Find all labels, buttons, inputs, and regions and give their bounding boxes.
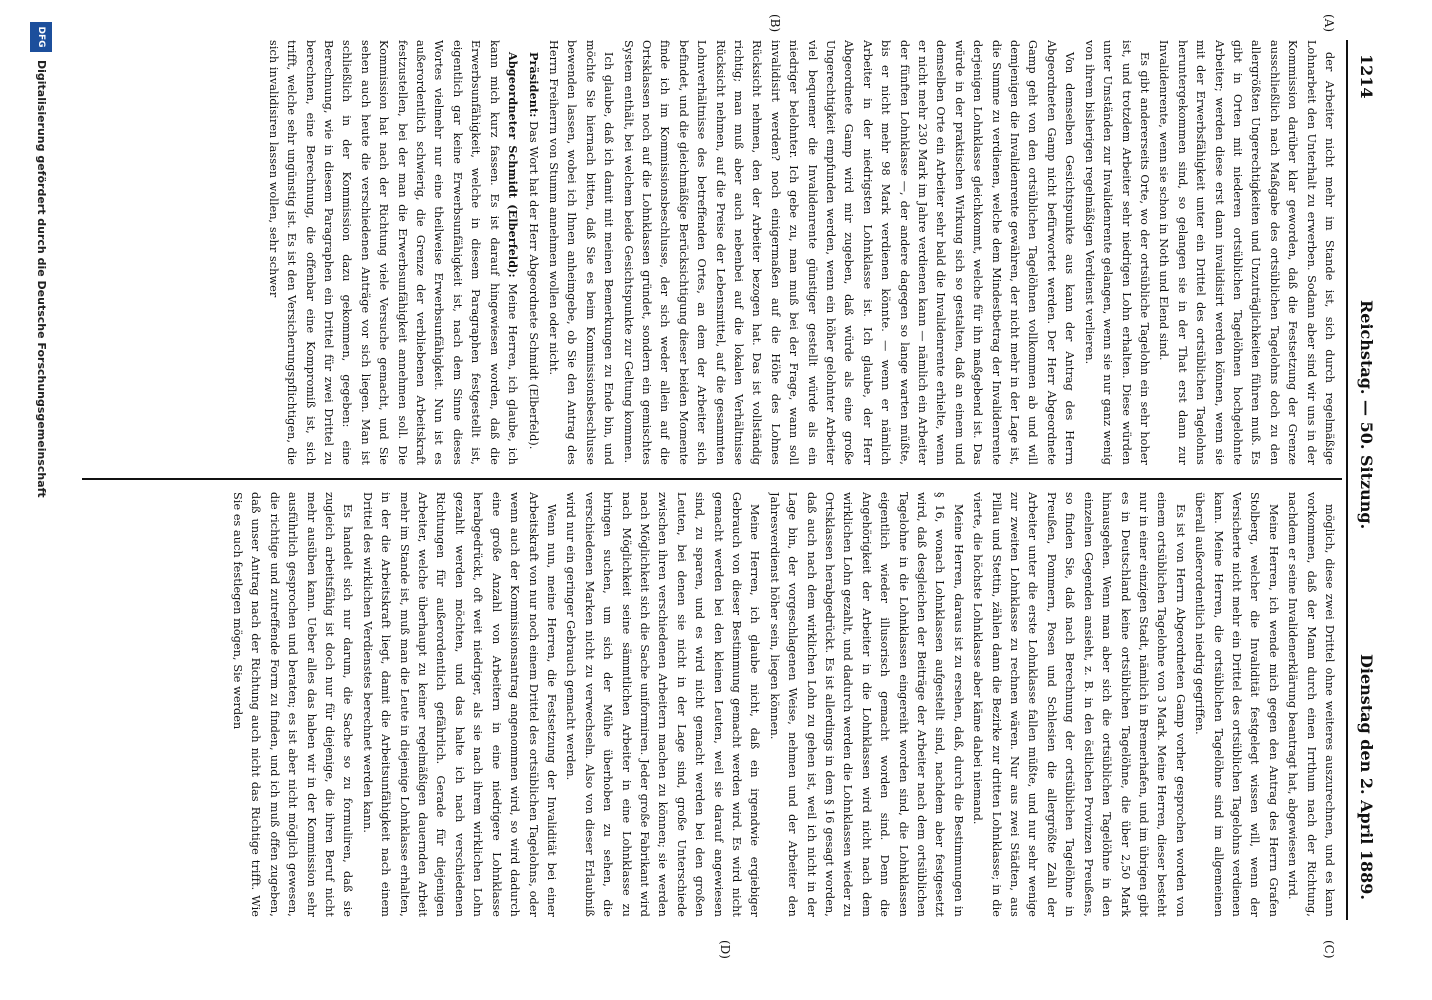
margin-marker-d: (D)	[718, 940, 732, 959]
paragraph	[1190, 492, 1282, 917]
paragraph-text: Es gibt andererseits Orte, wo der ortsübliche Tagelohn ein sehr hoher ist, und trotzdem Arbeiter sehr niedrigen Lohn erhalten. Diese würden unter Umständen zur Invalidenrente gelangen, wenn sie nur ganz wenig von ihrem bisherigen regelmäßigen Verdienst verlieren.	[1082, 40, 1151, 465]
speaker-name: Präsident:	[526, 52, 541, 118]
paragraph	[523, 40, 542, 465]
margin-marker-a: (A)	[1322, 14, 1336, 33]
margin-marker-b: (B)	[768, 14, 782, 33]
paragraph	[618, 40, 1078, 465]
paragraph-text: Von demselben Gesichtspunkte aus kann der Antrag des Herrn Abgeordneten Gamp nicht befürwortet werden. Der Herr Abgeordnete Gamp geht von den ortsüblichen Tagelöhnen vollkommen ab und will demjenigen die Invalidenrente gewähren, der nicht mehr in der Lage ist, die Summe zu verdienen, welche dem Mindestbetrag der Invalidenrente derjenigen Lohnklasse gleichkommt, welche für ihn maßgebend ist. Das würde in der praktischen Wirkung sich so gestalten, daß an einem und demselben Orte ein Arbeiter sehr bald die Invalidenrente erhielte, wenn er nicht mehr 230 Mark im Jahre verdienen kann — nämlich ein Arbeiter der fünften Lohnklasse —, der andere dagegen so lange warten müßte, bis er nicht mehr 98 Mark verdienen könnte. — wenn er nämlich Arbeiter in der niedrigsten Lohnklasse ist. Ich glaube, der Herr Abgeordnete Gamp wird mir zugeben, daß würde als eine große Ungerechtigkeit empfunden werden, wenn ein höher gelohnter Arbeiter viel bequemer die Invalidenrente günstiger gestellt würde als ein niedriger belohnter. Ich gebe zu, man muß bei der Frage, wann soll invalidisirt werden? noch einigermaßen auf die Höhe des Lohnes Rücksicht nehmen, den der Arbeiter bezogen hat. Das ist vollständig richtig; man muß aber auch nebenbei auf die lokalen Verhältnisse Rücksicht nehmen, auf die Preise der Lebensmittel, auf die gesammten Lohnverhältnisse des betreffenden Ortes, an dem der Arbeiter sich befindet, und die gleichmäßige Berücksichtigung dieser beiden Momente finde ich im Kommissionsbeschlusse, der sich weder allein auf die Ortsklassen noch auf die Lohnklassen gründet, sondern ein gemischtes System enthält, bei welchem beide Gesichtspunkte zur Geltung kommen.	[621, 40, 1077, 465]
page-title: Reichstag. — 50. Sitzung.	[1357, 300, 1376, 530]
funding-note: Digitalisierung gefördert durch die Deutsche Forschungsgemeinschaft	[35, 60, 48, 498]
paragraph-text: Das Wort hat der Herr Abgeordnete Schmidt (Elberfeld).	[526, 121, 540, 450]
paragraph	[357, 492, 559, 917]
paragraph	[968, 492, 1189, 917]
paragraph	[1079, 40, 1153, 465]
paragraph	[764, 492, 966, 917]
margin-marker-c: (C)	[1322, 940, 1336, 959]
column-divider	[82, 478, 1342, 480]
page-number: 1214	[1357, 54, 1376, 99]
paragraph-text: Meine Herren, ich wende mich gegen den Antrag des Herrn Grafen Stolberg, welcher die Invalidität festgelegt wissen will, wenn der Versicherte nicht mehr ein Drittel des ortsüblichen Tagelohns verdienen kann. Meine Herren, die ortsüblichen Tagelöhne sind im allgemeinen überall außerordentlich niedrig gegriffen.	[1193, 492, 1280, 917]
paragraph	[544, 40, 618, 465]
paragraph	[1283, 492, 1338, 917]
paragraph-text: Ich glaube, daß ich damit mit meinen Bemerkungen zu Ende bin, und möchte Sie hiernach bitten, daß Sie es beim Kommissionsbeschlusse bewenden lassen, wobei ich Ihnen anheimgebe, ob Sie den Antrag des Herrn Freiherrn von Stumm annehmen wollen oder nicht.	[546, 40, 616, 465]
page-header	[1346, 40, 1382, 920]
session-date: Dienstag den 2. April 1889.	[1357, 654, 1376, 900]
paragraph	[263, 40, 522, 465]
paragraph-text: Meine Herren, ich glaube nicht, daß ein irgendwie ergiebiger Gebrauch von dieser Bestimmung gemacht werden wird. Es wird nicht gemacht werden bei den kleinen Leuten, weil sie darauf angewiesen sind, zu sparen, und es wird nicht gemacht werden bei den großen Leuten, bei denen sie nicht in der Lage sind, große Unterschiede zwischen ihren verschiedenen Arbeitern machen zu können; sie werden nach Möglichkeit sich die Sache uniformiren. Jeder große Fabrikant wird nach Möglichkeit seine sämmtlichen Arbeiter in eine Lohnklasse zu bringen suchen, um sich der Mühe überhoben zu sehen, die verschiedenen Marken nicht zu verwechseln. Also von dieser Erlaubniß wird nur ein geringer Gebrauch gemacht werden.	[564, 492, 762, 917]
paragraph-text: möglich, diese zwei Drittel ohne weiteres auszurechnen, und es kann vorkommen, daß der Mann durch einen Irrthum nach der Richtung, nachdem er seine Invalidenerklärung beantragt hat, abgewiesen wird.	[1286, 492, 1336, 917]
paragraph	[561, 492, 763, 917]
paragraph	[228, 492, 357, 917]
paragraph-text: Es ist von Herrn Abgeordneten Gamp vorher gesprochen worden von einem ortsüblichen Tagelohne von 3 Mark. Meine Herren, dieser besteht nur in einer einzigen Stadt, nämlich in Bremerhafen, und im übrigen gibt es in Deutschland keine ortsüblichen Tagelöhne, die über 2,50 Mark hinausgehen. Wenn man aber sich die ortsüblichen Tagelöhne in den einzelnen Gegenden ansieht, z. B. in den östlichen Provinzen Preußens, so finden Sie, daß nach Berechnung der ortsüblichen Tagelöhne in Preußen, Pommern, Posen und Schlesien die allergrößte Zahl der Arbeiter unter die erste Lohnklasse fallen müßte, und nur sehr wenige zur zweiten Lohnklasse zu rechnen wären. Nur aus zwei Städten, aus Pillau und Stettin, zählen dann die Bezirke zur dritten Lohnklasse; in die vierte, die höchste Lohnklasse aber käme dabei niemand.	[971, 492, 1187, 917]
right-column	[98, 492, 1338, 917]
paragraph-text: Wenn nun, meine Herren, die Festsetzung der Invalidität bei einer Arbeitskraft von nur noch einem Drittel des ortsüblichen Tagelohns, oder wenn auch der Kommissionsantrag angenommen wird, so wird dadurch eine große Anzahl von Arbeitern in eine niedrigere Lohnklasse herabgedrückt, oft weit niedriger, als sie nach ihrem wirklichen Lohn gezahlt werden möchten, und das halte ich nach verschiedenen Richtungen für außerordentlich gefährlich. Gerade für diejenigen Arbeiter, welche überhaupt zu keiner regelmäßigen dauernden Arbeit mehr im Stande ist, muß man die Leute in diejenige Lohnklasse erhalten, in der die Arbeitskraft liegt, damit die Arbeitsunfähigkeit nach einem Drittel des wirklichen Verdienstes berechnet werden kann.	[360, 492, 558, 917]
paragraph-text: Es handelt sich nur darum, die Sache so zu formuliren, daß sie zugleich arbeitsfähig ist doch nur für diejenige, die ihren Beruf nicht mehr ausüben kann. Ueber alles das haben wir in der Kommission sehr ausführlich gesprochen und beraten; es ist aber nicht möglich gewesen, die richtige und zutreffende Form zu finden, und ich muß offen zugeben, daß unser Antrag nach der Richtung auch nicht das Richtige trifft. Wie Sie es auch festlegen mögen, Sie werden	[231, 492, 355, 917]
paragraph	[1154, 40, 1338, 465]
dfg-logo: DFG	[30, 22, 52, 52]
paragraph-text: Meine Herren, daraus ist zu ersehen, daß, durch die Bestimmungen in § 16, wonach Lohnklassen aufgestellt sind, nachdem aber festgesetzt wird, daß desgleichen der Beiträge der Arbeiter nach dem ortsüblichen Tagelohne in die Lohnklassen eingereiht worden sind, die Lohnklassen eigentlich wieder illusorisch gemacht worden sind. Denn die Angehörigkeit der Arbeiter in die Lohnklassen wird nicht nach dem wirklichen Lohn gezahlt, und dadurch werden die Lohnklassen wieder zu Ortsklassen herabgedrückt. Es ist allerdings in dem § 16 gesagt worden, daß auch nach dem wirklichen Lohn zu gehen ist, weil ich nicht in der Lage bin, der vorgeschlagenen Weise, nehmen und der Arbeiter den Jahresverdienst höher sein, liegen können.	[767, 492, 965, 917]
left-column	[98, 40, 1338, 465]
page-footer	[20, 20, 60, 980]
paragraph-text: Meine Herren, ich glaube, ich kann mich kurz fassen. Es ist darauf hingewiesen worden, daß die Erwerbsunfähigkeit, welche in diesem Paragraphen festgestellt ist, eigentlich gar keine Erwerbsunfähigkeit ist, nach dem Sinne dieses Wortes vielmehr nur eine theilweise Erwerbsunfähigkeit. Nun ist es außerordentlich schwierig, die Grenze der verbliebenen Arbeitskraft festzustellen, bei der man die Erwerbsunfähigkeit annehmen soll. Die Kommission hat nach der Richtung viele Versuche gemacht, und Sie sehen auch heute die verschiedenen Anträge vor sich liegen. Man ist schließlich in der Kommission dazu gekommen, gegeben: eine Berechnung, wie in diesem Paragraphen ein Drittel für zwei Drittel zu berechnen, eine Berechnung, die offenbar eine Kompromiß ist, sich trifft, welche sehr ungünstig ist. Es ist den Versicherungspflichtigen, die sich invalidisiren lassen wollen, sehr schwer	[266, 40, 520, 465]
paragraph-text: der Arbeiter nicht mehr im Stande ist, sich durch regelmäßige Lohnarbeit den Unterhalt zu erwerben. Sodann aber sind wir uns in der Kommission darüber klar geworden, daß die Festsetzung der Grenze ausschließlich nach Maßgabe des ortsüblichen Tagelohns doch zu den allergrößten Ungerechtigkeiten und Unzuträglichkeiten führen muß. Es gibt in Orten mit niederen ortsüblichen Tagelöhnen hochgelohnte Arbeiter; werden diese erst dann invalidisirt werden können, wenn sie mit der Erwerbsfähigkeit unter ein Drittel des ortsüblichen Tagelohns heruntergekommen sind, so gelangen sie in der That erst dann zur Invalidenrente, wenn sie schon in Noth und Elend sind.	[1157, 40, 1336, 465]
speaker-name: Abgeordneter Schmidt (Elberfeld):	[506, 52, 521, 278]
